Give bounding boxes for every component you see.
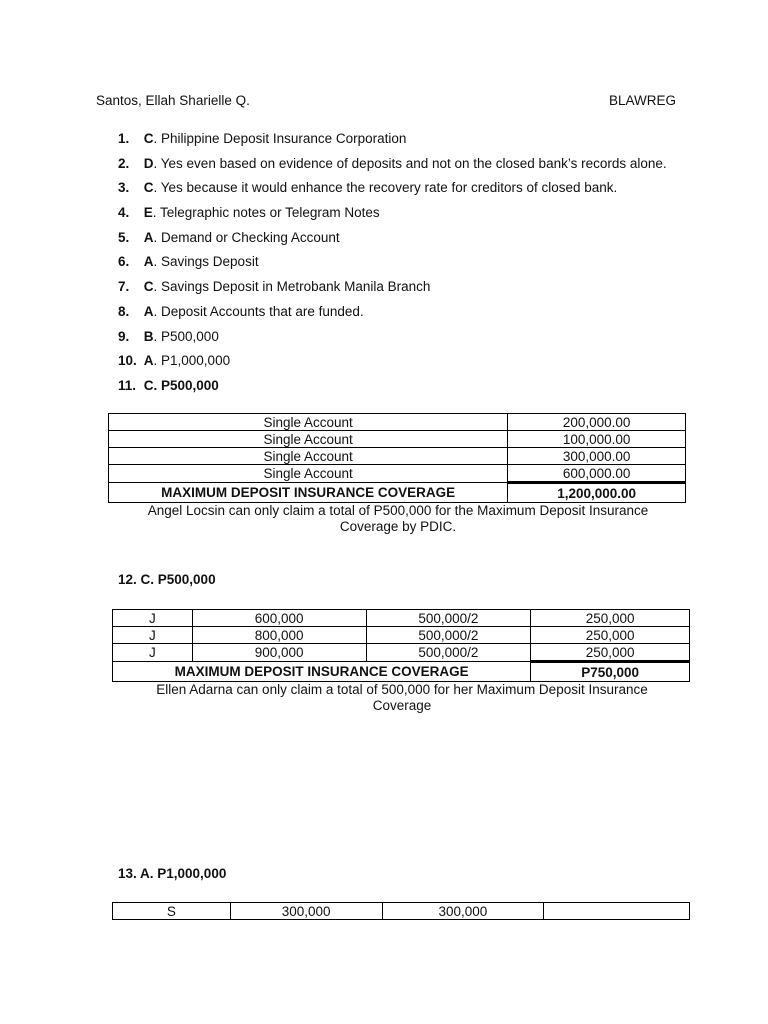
- coverage-cell: 250,000: [531, 610, 690, 627]
- answer-letter: A: [143, 229, 154, 245]
- answer-item: [118, 130, 667, 155]
- account-code-cell: J: [113, 627, 193, 644]
- amount-cell: 100,000.00: [508, 431, 686, 448]
- deposit-cell: 600,000: [192, 610, 366, 627]
- answer-text: . Savings Deposit: [153, 254, 259, 270]
- total-label-cell: MAXIMUM DEPOSIT INSURANCE COVERAGE: [113, 662, 531, 682]
- answer-text: . P500,000: [153, 328, 219, 344]
- answer-list: [118, 130, 667, 402]
- answer-text: . Yes because it would enhance the recovery rate for creditors of closed bank.: [153, 180, 618, 196]
- answer-letter: A: [143, 303, 154, 319]
- answer-item: [118, 229, 667, 254]
- account-code-cell: J: [113, 610, 193, 627]
- coverage-cell: 250,000: [531, 627, 690, 644]
- formula-cell: 500,000/2: [366, 610, 531, 627]
- table-row: [109, 414, 686, 431]
- answer-item: [118, 352, 667, 377]
- answer-text: . Deposit Accounts that are funded.: [153, 303, 364, 319]
- amount-cell: 600,000.00: [508, 465, 686, 483]
- q11-table: [108, 413, 686, 503]
- q12-heading: 12. C. P500,000: [118, 572, 216, 587]
- answer-letter: C: [143, 131, 154, 146]
- account-code-cell: J: [113, 644, 193, 662]
- table-row: [109, 448, 686, 465]
- answer-text: . Savings Deposit in Metrobank Manila Branch: [153, 279, 431, 295]
- document-header: [96, 93, 676, 108]
- answer-letter: A: [143, 254, 154, 270]
- answer-text: . Philippine Deposit Insurance Corporation: [153, 131, 407, 146]
- answer-item: [118, 253, 667, 278]
- answer-letter: E: [143, 205, 153, 221]
- table-row: [113, 627, 690, 644]
- answer-number: 7.: [118, 279, 130, 295]
- answer-item: [118, 278, 667, 303]
- total-value-cell: 1,200,000.00: [508, 483, 686, 503]
- deposit-cell: 300,000: [230, 903, 382, 920]
- answer-text: . Yes even based on evidence of deposits and not on the closed bank’s records alone.: [153, 155, 667, 171]
- q12-note: Ellen Adarna can only claim a total of 500,000 for her Maximum Deposit Insurance Coverage: [156, 682, 648, 713]
- answer-number: 11.: [118, 377, 137, 393]
- formula-cell: 500,000/2: [366, 627, 531, 644]
- student-name: Santos, Ellah Sharielle Q.: [96, 93, 250, 108]
- answer-number: 3.: [118, 180, 130, 196]
- answer-letter: C. P500,000: [143, 377, 219, 393]
- answer-number: 5.: [118, 229, 130, 245]
- answer-number: 8.: [118, 303, 130, 319]
- answer-item: [118, 179, 667, 204]
- answer-item: [118, 204, 667, 229]
- answer-letter: C: [143, 180, 154, 196]
- table-row: [113, 644, 690, 662]
- q12-table: [112, 609, 690, 682]
- course-code: BLAWREG: [608, 93, 676, 108]
- answer-number: 4.: [118, 205, 130, 221]
- answer-number: 6.: [118, 254, 130, 270]
- deposit-cell: 800,000: [192, 627, 366, 644]
- table-row: [113, 610, 690, 627]
- account-type-cell: Single Account: [109, 448, 508, 465]
- answer-number: 2.: [118, 155, 130, 171]
- answer-number: 10.: [118, 353, 137, 369]
- account-type-cell: Single Account: [109, 465, 508, 483]
- q13-table: [112, 902, 690, 920]
- deposit-cell: 900,000: [192, 644, 366, 662]
- answer-number: 9.: [118, 328, 130, 344]
- formula-cell: 300,000: [382, 903, 544, 920]
- amount-cell: 200,000.00: [508, 414, 686, 431]
- table-row: [113, 903, 690, 920]
- answer-letter: D: [143, 155, 154, 171]
- q11-note: Angel Locsin can only claim a total of P500,000 for the Maximum Deposit Insurance Coverage by PDIC.: [147, 503, 649, 534]
- coverage-cell: [544, 903, 690, 920]
- answer-item: [118, 377, 667, 402]
- answer-text: . Telegraphic notes or Telegram Notes: [152, 205, 380, 221]
- answer-item: [118, 328, 667, 353]
- total-row: [109, 483, 686, 503]
- table-row: [109, 465, 686, 483]
- account-type-cell: Single Account: [109, 414, 508, 431]
- answer-letter: B: [143, 328, 154, 344]
- answer-number: 1.: [118, 131, 130, 146]
- account-code-cell: S: [113, 903, 231, 920]
- formula-cell: 500,000/2: [366, 644, 531, 662]
- answer-item: [118, 155, 667, 180]
- answer-letter: C: [143, 279, 154, 295]
- answer-text: . Demand or Checking Account: [153, 229, 340, 245]
- answer-letter: A: [143, 353, 154, 369]
- total-value-cell: P750,000: [531, 662, 690, 682]
- total-label-cell: MAXIMUM DEPOSIT INSURANCE COVERAGE: [109, 483, 508, 503]
- answer-item: [118, 303, 667, 328]
- table-row: [109, 431, 686, 448]
- account-type-cell: Single Account: [109, 431, 508, 448]
- q13-heading: 13. A. P1,000,000: [118, 866, 227, 881]
- answer-text: . P1,000,000: [153, 353, 231, 369]
- coverage-cell: 250,000: [531, 644, 690, 662]
- amount-cell: 300,000.00: [508, 448, 686, 465]
- total-row: [113, 662, 690, 682]
